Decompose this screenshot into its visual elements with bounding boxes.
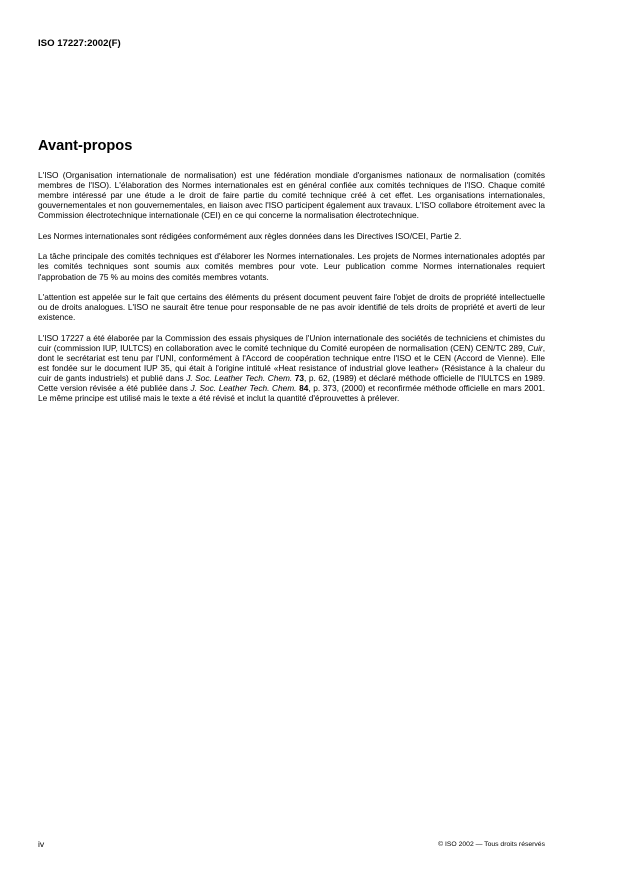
journal-title-1: J. Soc. Leather Tech. Chem. xyxy=(186,373,293,384)
page-number: iv xyxy=(38,839,45,849)
copyright-notice: © ISO 2002 — Tous droits réservés xyxy=(438,841,545,848)
history-text-2: , dont le secrétariat est tenu par l'UNI, conformément à l'Accord de coopération technique entre l'ISO et le CEN (Accord de Vienne). Elle est fondée sur le document IUP 35, qui était à l'origine intitulé «Heat resistance of industrial glove leather» (Résistance à la chaleur du cuir de gants industriels) et publié dans xyxy=(38,342,545,384)
journal-volume-2: 84 xyxy=(299,383,309,394)
paragraph-iso-organisation: L'ISO (Organisation internationale de normalisation) est une fédération mondiale d'organismes nationaux de normalisation (comités membres de l'ISO). L'élaboration des Normes internationales est en général confiée aux comités techniques de l'ISO. Chaque comité membre intéressé par une étude a le droit de faire partie du comité technique créé à cet effet. Les organisations internationales, gouvernementales et non gouvernementales, en liaison avec l'ISO participent également aux travaux. L'ISO collabore étroitement avec la Commission électrotechnique internationale (CEI) en ce qui concerne la normalisation électrotechnique. xyxy=(38,170,545,221)
paragraph-iso-17227-history xyxy=(38,333,545,404)
paragraph-patent-rights: L'attention est appelée sur le fait que certains des éléments du présent document peuvent faire l'objet de droits de propriété intellectuelle ou de droits analogues. L'ISO ne saurait être tenue pour responsable de ne pas avoir identifié de tels droits de propriété et averti de leur existence. xyxy=(38,292,545,323)
foreword-body xyxy=(38,170,545,414)
history-text-3: , p. 62, (1989) et déclaré méthode officielle de l'IULTCS en 1989. Cette version révisée a été publiée dans xyxy=(38,373,545,394)
committee-title-cuir: Cuir xyxy=(527,342,543,353)
paragraph-directives: Les Normes internationales sont rédigées conformément aux règles données dans les Directives ISO/CEI, Partie 2. xyxy=(38,230,462,241)
document-identifier: ISO 17227:2002(F) xyxy=(38,38,121,49)
paragraph-technical-committees: La tâche principale des comités techniques est d'élaborer les Normes internationales. Les projets de Normes internationales adoptés par les comités techniques sont soumis aux comités membres pour vote. Leur publication comme Normes internationales requiert l'approbation de 75 % au moins des comités membres votants. xyxy=(38,251,545,282)
journal-title-2: J. Soc. Leather Tech. Chem. xyxy=(190,383,297,394)
journal-volume-1: 73 xyxy=(294,373,304,384)
history-text-1: L'ISO 17227 a été élaborée par la Commission des essais physiques de l'Union internationale des sociétés de techniciens et chimistes du cuir (commission IUP, IULTCS) en collaboration avec le comité technique du Comité européen de normalisation (CEN) CEN/TC 289, xyxy=(38,332,545,353)
page-title: Avant-propos xyxy=(38,138,133,154)
history-text-4: , p. 373, (2000) et reconfirmée méthode officielle en mars 2001. Le même principe est utilisé mais le texte a été révisé et inclut la quantité d'éprouvettes à prélever. xyxy=(38,383,546,404)
